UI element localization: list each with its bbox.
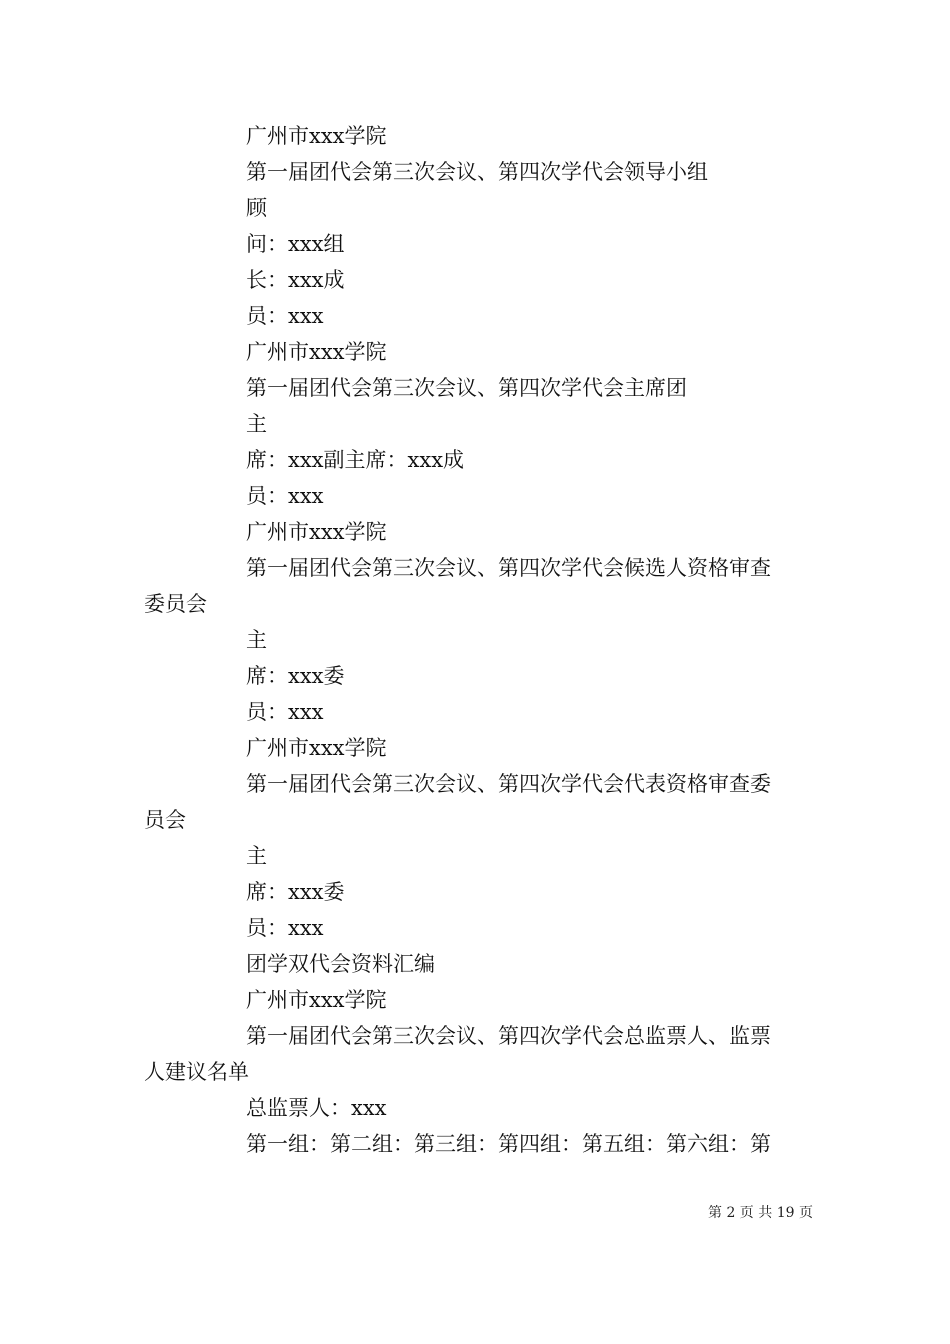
- text-line: 第一届团代会第三次会议、第四次学代会代表资格审查委: [246, 772, 771, 796]
- text-line: 第一届团代会第三次会议、第四次学代会总监票人、监票: [246, 1024, 771, 1048]
- page-number-footer: 第 2 页 共 19 页: [708, 1205, 813, 1221]
- text-line: 员：xxx: [246, 304, 324, 328]
- text-line: 主: [246, 628, 267, 652]
- text-line: 第一届团代会第三次会议、第四次学代会候选人资格审查: [246, 556, 771, 580]
- text-line: 员会: [144, 808, 186, 832]
- text-line: 第一届团代会第三次会议、第四次学代会领导小组: [246, 160, 708, 184]
- text-line: 人建议名单: [144, 1060, 249, 1084]
- text-line: 广州市xxx学院: [246, 520, 387, 544]
- text-line: 广州市xxx学院: [246, 124, 387, 148]
- text-line: 席：xxx副主席：xxx成: [246, 448, 465, 472]
- text-line: 团学双代会资料汇编: [246, 952, 435, 976]
- text-line: 席：xxx委: [246, 880, 345, 904]
- text-line: 总监票人：xxx: [246, 1096, 387, 1120]
- text-line: 顾: [246, 196, 267, 220]
- text-line: 问：xxx组: [246, 232, 345, 256]
- document-body: [144, 118, 810, 1162]
- text-line: 第一届团代会第三次会议、第四次学代会主席团: [246, 376, 687, 400]
- text-line: 长：xxx成: [246, 268, 345, 292]
- text-line: 员：xxx: [246, 700, 324, 724]
- text-line: 广州市xxx学院: [246, 736, 387, 760]
- text-line: 员：xxx: [246, 484, 324, 508]
- text-line: 广州市xxx学院: [246, 340, 387, 364]
- text-line: 广州市xxx学院: [246, 988, 387, 1012]
- text-line: 第一组：第二组：第三组：第四组：第五组：第六组：第: [246, 1132, 771, 1156]
- text-line: 主: [246, 412, 267, 436]
- text-line: 委员会: [144, 592, 207, 616]
- text-line: 员：xxx: [246, 916, 324, 940]
- text-line: 席：xxx委: [246, 664, 345, 688]
- text-line: 主: [246, 844, 267, 868]
